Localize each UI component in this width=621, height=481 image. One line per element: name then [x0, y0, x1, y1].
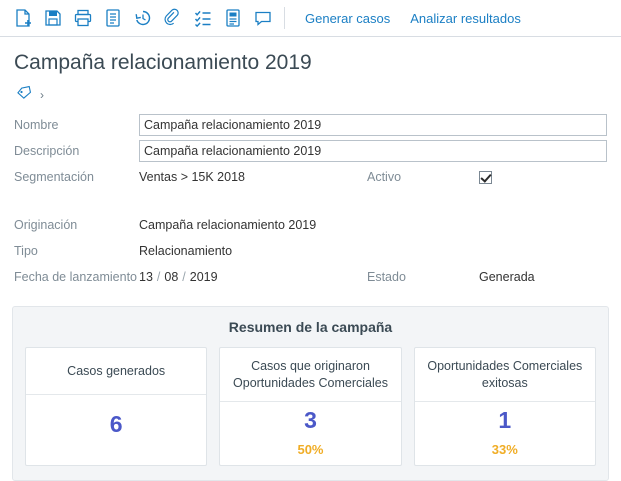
field-row-originacion [14, 214, 607, 236]
summary-card-body [492, 402, 518, 465]
summary-card-body [110, 395, 123, 465]
new-document-icon[interactable] [8, 3, 38, 33]
nombre-input[interactable] [139, 114, 607, 136]
summary-title: Resumen de la campaña [228, 319, 393, 335]
notes-icon[interactable] [218, 3, 248, 33]
fecha-lanzamiento-value [139, 270, 367, 284]
summary-card [414, 347, 596, 466]
field-row-fecha-lanzamiento [14, 266, 607, 288]
originacion-value: Campaña relacionamiento 2019 [139, 218, 317, 232]
field-row-segmentacion [14, 166, 607, 188]
summary-card-title: Casos que originaron Oportunidades Comerciales [220, 348, 400, 402]
summary-card-percent: 50% [297, 442, 324, 458]
segmentacion-value: Ventas > 15K 2018 [139, 170, 245, 184]
summary-card-title: Casos generados [26, 348, 206, 395]
tag-icon[interactable] [16, 85, 34, 104]
analizar-resultados-link[interactable]: Analizar resultados [410, 10, 521, 26]
fecha-month: 08 [164, 270, 179, 284]
estado-label: Estado [367, 270, 406, 284]
tasks-icon[interactable] [188, 3, 218, 33]
summary-card [219, 347, 401, 466]
page-title: Campaña relacionamiento 2019 [14, 51, 312, 74]
descripcion-input[interactable] [139, 140, 607, 162]
field-row-nombre [14, 114, 607, 136]
originacion-label: Originación [14, 218, 78, 232]
history-icon[interactable] [128, 3, 158, 33]
form-spacer [14, 192, 607, 214]
summary-card-value: 1 [498, 406, 512, 433]
estado-value: Generada [479, 270, 535, 284]
summary-card-body [297, 402, 323, 465]
tag-expand-chevron-icon[interactable]: › [40, 87, 44, 102]
comments-icon[interactable] [248, 3, 278, 33]
fecha-sep-2: / [182, 270, 186, 284]
print-icon[interactable] [68, 3, 98, 33]
descripcion-label: Descripción [14, 144, 80, 158]
campaign-form [0, 114, 621, 288]
activo-checkbox[interactable] [479, 171, 492, 184]
tag-row [0, 81, 621, 114]
generar-casos-link[interactable]: Generar casos [305, 10, 391, 26]
fecha-year: 2019 [189, 270, 218, 284]
toolbar [0, 0, 621, 37]
tipo-label: Tipo [14, 244, 38, 258]
summary-card-value: 6 [109, 410, 123, 437]
nombre-label: Nombre [14, 118, 59, 132]
summary-cards [25, 347, 596, 466]
field-row-tipo [14, 240, 607, 262]
attachment-icon[interactable] [158, 3, 188, 33]
summary-card-title: Oportunidades Comerciales exitosas [415, 348, 595, 402]
field-row-descripcion [14, 140, 607, 162]
fecha-lanzamiento-label: Fecha de lanzamiento [14, 270, 137, 284]
list-icon[interactable] [98, 3, 128, 33]
fecha-sep-1: / [156, 270, 161, 284]
fecha-day: 13 [139, 270, 153, 284]
activo-label: Activo [367, 170, 402, 184]
summary-card-percent: 33% [491, 442, 518, 458]
tipo-value: Relacionamiento [139, 244, 233, 258]
campaign-summary-panel [12, 306, 609, 481]
save-icon[interactable] [38, 3, 68, 33]
summary-card-value: 3 [304, 406, 317, 433]
segmentacion-label: Segmentación [14, 170, 94, 184]
summary-card [25, 347, 207, 466]
toolbar-divider [284, 7, 285, 29]
